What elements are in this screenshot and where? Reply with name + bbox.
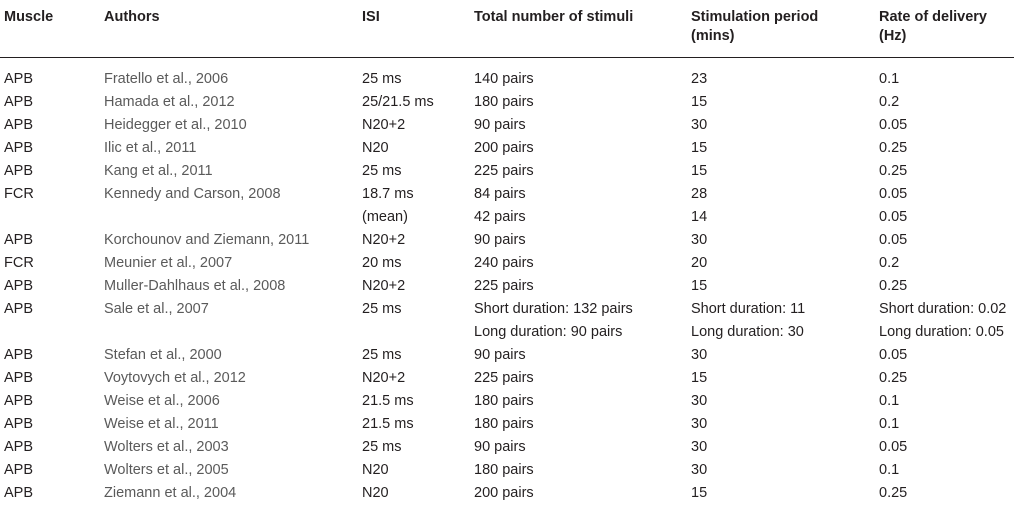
cell-rate-of-delivery	[879, 367, 907, 390]
header-rate-line2: (Hz)	[879, 28, 907, 44]
cell-rate-of-delivery-line: 0.05	[879, 186, 908, 202]
cell-muscle: APB	[4, 232, 34, 248]
cell-total-stimuli	[474, 183, 526, 229]
cell-rate-of-delivery-line: 0.05	[879, 209, 908, 225]
cell-muscle: APB	[4, 462, 34, 478]
cell-stimulation-period-line: 15	[691, 163, 708, 179]
cell-muscle: APB	[4, 117, 34, 133]
cell-total-stimuli-line: 225 pairs	[474, 278, 534, 294]
cell-authors: Voytovych et al., 2012	[104, 370, 246, 386]
cell-rate-of-delivery	[879, 436, 907, 459]
cell-total-stimuli-line: 180 pairs	[474, 393, 534, 409]
cell-total-stimuli	[474, 390, 534, 413]
cell-stimulation-period	[691, 160, 707, 183]
cell-stimulation-period	[691, 68, 707, 91]
cell-authors: Kang et al., 2011	[104, 163, 213, 179]
cell-isi-line: 25 ms	[362, 71, 402, 87]
cell-isi	[362, 459, 389, 482]
cell-stimulation-period	[691, 114, 707, 137]
cell-authors: Wolters et al., 2005	[104, 462, 229, 478]
header-muscle: Muscle	[4, 9, 54, 25]
cell-muscle: APB	[4, 485, 34, 501]
cell-muscle: APB	[4, 370, 34, 386]
cell-total-stimuli-line: 225 pairs	[474, 163, 534, 179]
cell-authors: Ilic et al., 2011	[104, 140, 197, 156]
cell-isi	[362, 91, 434, 114]
cell-stimulation-period-line: 30	[691, 117, 708, 133]
cell-isi	[362, 137, 389, 160]
cell-total-stimuli-line: 90 pairs	[474, 232, 526, 248]
cell-isi	[362, 229, 405, 252]
cell-total-stimuli-line: 240 pairs	[474, 255, 534, 271]
cell-rate-of-delivery	[879, 183, 907, 229]
cell-rate-of-delivery-line: 0.1	[879, 393, 900, 409]
cell-muscle: FCR	[4, 255, 34, 271]
cell-muscle: APB	[4, 163, 34, 179]
cell-isi	[362, 436, 402, 459]
cell-total-stimuli-line: 90 pairs	[474, 439, 526, 455]
cell-total-stimuli-line: 140 pairs	[474, 71, 534, 87]
cell-rate-of-delivery	[879, 482, 907, 505]
cell-stimulation-period-line: 28	[691, 186, 708, 202]
cell-isi-line: 25 ms	[362, 301, 402, 317]
cell-rate-of-delivery-line: 0.25	[879, 485, 908, 501]
cell-stimulation-period	[691, 275, 707, 298]
cell-total-stimuli-line: 225 pairs	[474, 370, 534, 386]
cell-isi-line: N20+2	[362, 370, 406, 386]
cell-total-stimuli	[474, 252, 534, 275]
cell-rate-of-delivery	[879, 413, 899, 436]
cell-isi	[362, 413, 414, 436]
cell-isi-line: N20	[362, 485, 389, 501]
cell-rate-of-delivery-line: Long duration: 0.05	[879, 324, 1004, 340]
cell-stimulation-period-line: 30	[691, 439, 708, 455]
cell-isi	[362, 160, 402, 183]
cell-authors: Fratello et al., 2006	[104, 71, 229, 87]
cell-isi-line: 25 ms	[362, 347, 402, 363]
cell-total-stimuli	[474, 137, 534, 160]
cell-authors: Heidegger et al., 2010	[104, 117, 247, 133]
header-period-line1: Stimulation period	[691, 9, 819, 25]
cell-total-stimuli	[474, 229, 526, 252]
header-authors: Authors	[104, 9, 160, 25]
cell-rate-of-delivery-line: 0.2	[879, 94, 900, 110]
cell-total-stimuli	[474, 114, 526, 137]
cell-muscle: APB	[4, 439, 34, 455]
cell-isi-line: 21.5 ms	[362, 393, 414, 409]
cell-total-stimuli-line: 90 pairs	[474, 347, 526, 363]
cell-isi-line: 25 ms	[362, 163, 402, 179]
header-rate-line1: Rate of delivery	[879, 9, 987, 25]
cell-authors: Weise et al., 2006	[104, 393, 220, 409]
cell-stimulation-period	[691, 459, 707, 482]
cell-rate-of-delivery-line: 0.05	[879, 347, 908, 363]
cell-authors: Ziemann et al., 2004	[104, 485, 237, 501]
cell-rate-of-delivery	[879, 344, 907, 367]
cell-total-stimuli	[474, 482, 534, 505]
header-rate-of-delivery	[879, 8, 987, 46]
cell-stimulation-period-line: 30	[691, 462, 708, 478]
cell-total-stimuli	[474, 160, 534, 183]
cell-rate-of-delivery-line: 0.05	[879, 117, 908, 133]
cell-isi	[362, 344, 402, 367]
cell-stimulation-period	[691, 252, 707, 275]
header-total-stimuli: Total number of stimuli	[474, 9, 634, 25]
cell-rate-of-delivery	[879, 137, 907, 160]
cell-stimulation-period	[691, 229, 707, 252]
cell-total-stimuli-line: Short duration: 132 pairs	[474, 301, 633, 317]
cell-stimulation-period	[691, 367, 707, 390]
cell-total-stimuli-line: 84 pairs	[474, 186, 526, 202]
cell-muscle: APB	[4, 140, 34, 156]
cell-muscle: APB	[4, 416, 34, 432]
cell-stimulation-period-line: 30	[691, 232, 708, 248]
cell-stimulation-period-line: Long duration: 30	[691, 324, 804, 340]
cell-isi-line: 25/21.5 ms	[362, 94, 434, 110]
cell-total-stimuli	[474, 298, 633, 344]
cell-rate-of-delivery	[879, 114, 907, 137]
cell-isi-line: 20 ms	[362, 255, 402, 271]
cell-stimulation-period-line: 15	[691, 278, 708, 294]
cell-isi	[362, 68, 402, 91]
cell-total-stimuli	[474, 367, 534, 390]
cell-isi	[362, 252, 402, 275]
cell-muscle: APB	[4, 347, 34, 363]
cell-isi	[362, 275, 405, 298]
cell-rate-of-delivery-line: 0.05	[879, 439, 908, 455]
cell-total-stimuli-line: 90 pairs	[474, 117, 526, 133]
header-isi: ISI	[362, 9, 380, 25]
cell-muscle: APB	[4, 71, 34, 87]
cell-total-stimuli-line: 180 pairs	[474, 462, 534, 478]
cell-total-stimuli	[474, 275, 534, 298]
cell-isi	[362, 298, 402, 321]
cell-stimulation-period	[691, 137, 707, 160]
cell-muscle: APB	[4, 301, 34, 317]
cell-stimulation-period-line: 15	[691, 370, 708, 386]
cell-rate-of-delivery-line: 0.1	[879, 416, 900, 432]
cell-total-stimuli	[474, 436, 526, 459]
cell-authors: Kennedy and Carson, 2008	[104, 186, 281, 202]
cell-rate-of-delivery-line: 0.1	[879, 71, 900, 87]
cell-rate-of-delivery	[879, 390, 899, 413]
cell-authors: Wolters et al., 2003	[104, 439, 229, 455]
cell-total-stimuli-line: 180 pairs	[474, 94, 534, 110]
cell-authors: Sale et al., 2007	[104, 301, 209, 317]
cell-authors: Hamada et al., 2012	[104, 94, 235, 110]
cell-total-stimuli	[474, 68, 534, 91]
cell-stimulation-period	[691, 183, 707, 229]
cell-isi	[362, 183, 414, 229]
header-period-line2: (mins)	[691, 28, 735, 44]
cell-rate-of-delivery-line: 0.25	[879, 163, 908, 179]
cell-authors: Meunier et al., 2007	[104, 255, 233, 271]
cell-stimulation-period-line: 30	[691, 416, 708, 432]
cell-muscle: FCR	[4, 186, 34, 202]
cell-stimulation-period-line: 15	[691, 485, 708, 501]
cell-rate-of-delivery	[879, 298, 1006, 344]
cell-authors: Weise et al., 2011	[104, 416, 219, 432]
cell-isi	[362, 367, 405, 390]
cell-isi-line: 25 ms	[362, 439, 402, 455]
cell-rate-of-delivery-line: 0.25	[879, 370, 908, 386]
cell-total-stimuli	[474, 344, 526, 367]
cell-total-stimuli	[474, 413, 534, 436]
cell-rate-of-delivery	[879, 160, 907, 183]
cell-stimulation-period-line: Short duration: 11	[691, 301, 806, 317]
cell-rate-of-delivery-line: 0.25	[879, 140, 908, 156]
cell-stimulation-period	[691, 344, 707, 367]
cell-total-stimuli-line: 42 pairs	[474, 209, 526, 225]
cell-rate-of-delivery	[879, 229, 907, 252]
cell-muscle: APB	[4, 278, 34, 294]
cell-total-stimuli-line: 180 pairs	[474, 416, 534, 432]
cell-rate-of-delivery-line: 0.2	[879, 255, 900, 271]
cell-isi	[362, 390, 414, 413]
cell-total-stimuli-line: Long duration: 90 pairs	[474, 324, 623, 340]
cell-rate-of-delivery	[879, 275, 907, 298]
cell-stimulation-period	[691, 390, 707, 413]
cell-stimulation-period-line: 30	[691, 393, 708, 409]
cell-stimulation-period-line: 30	[691, 347, 708, 363]
table-header	[0, 0, 1014, 58]
cell-isi	[362, 482, 389, 505]
cell-muscle: APB	[4, 94, 34, 110]
cell-isi-line: (mean)	[362, 209, 408, 225]
cell-rate-of-delivery	[879, 68, 899, 91]
cell-authors: Stefan et al., 2000	[104, 347, 222, 363]
cell-stimulation-period-line: 15	[691, 94, 708, 110]
cell-stimulation-period-line: 14	[691, 209, 708, 225]
cell-isi-line: 18.7 ms	[362, 186, 414, 202]
cell-isi-line: 21.5 ms	[362, 416, 414, 432]
cell-rate-of-delivery-line: 0.1	[879, 462, 900, 478]
cell-isi-line: N20+2	[362, 117, 406, 133]
cell-authors: Korchounov and Ziemann, 2011	[104, 232, 310, 248]
cell-isi-line: N20+2	[362, 278, 406, 294]
header-stimulation-period	[691, 8, 818, 46]
cell-stimulation-period-line: 23	[691, 71, 708, 87]
cell-isi-line: N20	[362, 462, 389, 478]
cell-rate-of-delivery	[879, 252, 899, 275]
cell-rate-of-delivery	[879, 91, 899, 114]
cell-stimulation-period	[691, 436, 707, 459]
cell-rate-of-delivery-line: 0.25	[879, 278, 908, 294]
cell-isi-line: N20	[362, 140, 389, 156]
cell-total-stimuli-line: 200 pairs	[474, 140, 534, 156]
cell-stimulation-period	[691, 413, 707, 436]
cell-total-stimuli-line: 200 pairs	[474, 485, 534, 501]
cell-stimulation-period	[691, 91, 707, 114]
cell-rate-of-delivery-line: Short duration: 0.02	[879, 301, 1007, 317]
cell-muscle: APB	[4, 393, 34, 409]
cell-stimulation-period-line: 15	[691, 140, 708, 156]
cell-stimulation-period	[691, 298, 805, 344]
cell-stimulation-period	[691, 482, 707, 505]
cell-rate-of-delivery	[879, 459, 899, 482]
cell-rate-of-delivery-line: 0.05	[879, 232, 908, 248]
cell-isi	[362, 114, 405, 137]
cell-total-stimuli	[474, 459, 534, 482]
cell-total-stimuli	[474, 91, 534, 114]
cell-isi-line: N20+2	[362, 232, 406, 248]
cell-authors: Muller-Dahlhaus et al., 2008	[104, 278, 286, 294]
cell-stimulation-period-line: 20	[691, 255, 708, 271]
